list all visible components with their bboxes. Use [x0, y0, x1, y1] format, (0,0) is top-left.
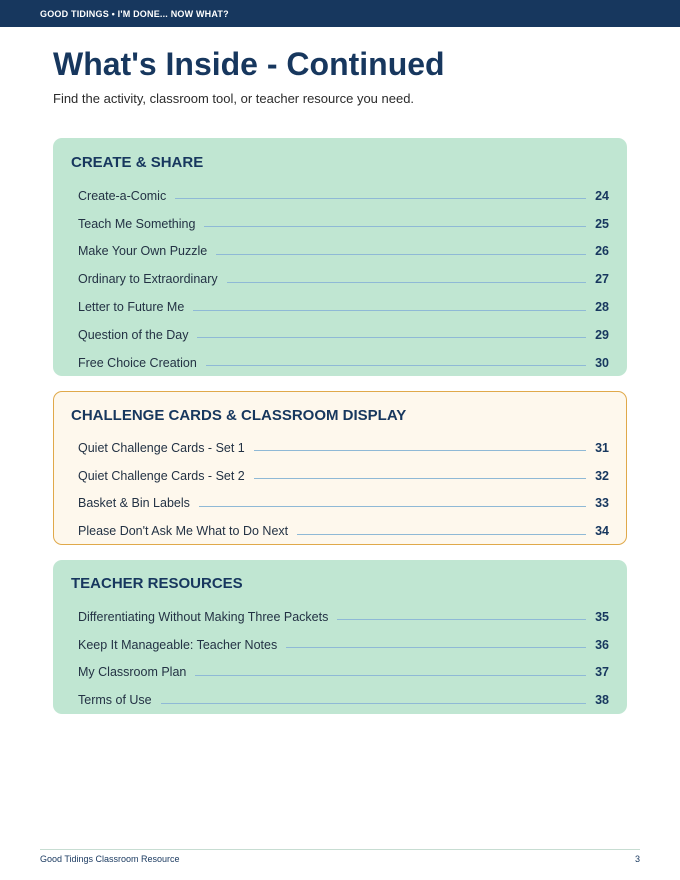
- toc-page-number: 28: [595, 300, 609, 315]
- toc-entry-label: Letter to Future Me: [78, 300, 185, 315]
- dot-leader: [286, 647, 586, 648]
- toc-page-number: 29: [595, 327, 609, 342]
- toc-entry-label: Teach Me Something: [78, 216, 196, 231]
- toc-entry-label: Question of the Day: [78, 327, 189, 342]
- section-title: TEACHER RESOURCES: [71, 575, 243, 592]
- toc-entry-label: Create-a-Comic: [78, 188, 167, 203]
- dot-leader: [193, 310, 586, 311]
- toc-page-number: 30: [595, 355, 609, 370]
- toc-entry-label: Differentiating Without Making Three Packets: [78, 609, 329, 624]
- toc-entry-label: Make Your Own Puzzle: [78, 244, 208, 259]
- dot-leader: [297, 534, 586, 535]
- toc-page-number: 33: [595, 496, 609, 511]
- toc-entry[interactable]: [78, 462, 609, 490]
- toc-entry[interactable]: [78, 603, 609, 631]
- toc-page-number: 34: [595, 524, 609, 539]
- toc-page-number: 24: [595, 188, 609, 203]
- dot-leader: [254, 450, 586, 451]
- toc-list: [78, 182, 609, 377]
- dot-leader: [161, 703, 586, 704]
- toc-page-number: 32: [595, 468, 609, 483]
- section-challenge-cards: [53, 391, 627, 545]
- toc-page-number: 38: [595, 693, 609, 708]
- toc-entry[interactable]: [78, 349, 609, 377]
- dot-leader: [227, 282, 586, 283]
- toc-entry[interactable]: [78, 686, 609, 714]
- dot-leader: [206, 365, 586, 366]
- toc-page-number: 26: [595, 244, 609, 259]
- section-title: CREATE & SHARE: [71, 154, 204, 171]
- toc-entry-label: My Classroom Plan: [78, 665, 187, 680]
- toc-entry[interactable]: [78, 490, 609, 518]
- section-teacher-resources: [53, 560, 627, 714]
- dot-leader: [254, 478, 586, 479]
- toc-entry-label: Please Don't Ask Me What to Do Next: [78, 524, 289, 539]
- toc-entry-label: Terms of Use: [78, 693, 152, 708]
- toc-entry[interactable]: [78, 182, 609, 210]
- toc-entry-label: Keep It Manageable: Teacher Notes: [78, 637, 278, 652]
- footer-divider: [40, 849, 640, 850]
- toc-entry[interactable]: [78, 293, 609, 321]
- toc-page-number: 37: [595, 665, 609, 680]
- footer-publisher: Good Tidings Classroom Resource: [40, 854, 180, 864]
- toc-entry[interactable]: [78, 631, 609, 659]
- page-subtitle: Find the activity, classroom tool, or teacher resource you need.: [53, 91, 415, 106]
- toc-entry[interactable]: [78, 238, 609, 266]
- section-create-share: [53, 138, 627, 376]
- toc-entry[interactable]: [78, 265, 609, 293]
- header-bar: [0, 0, 680, 27]
- toc-entry-label: Free Choice Creation: [78, 355, 197, 370]
- toc-list: [78, 603, 609, 714]
- toc-page-number: 31: [595, 440, 609, 455]
- toc-entry[interactable]: [78, 321, 609, 349]
- dot-leader: [337, 619, 586, 620]
- section-title: CHALLENGE CARDS & CLASSROOM DISPLAY: [71, 407, 407, 424]
- toc-entry[interactable]: [78, 517, 609, 545]
- toc-entry-label: Quiet Challenge Cards - Set 1: [78, 440, 245, 455]
- toc-page-number: 36: [595, 637, 609, 652]
- toc-entry[interactable]: [78, 210, 609, 238]
- toc-entry-label: Ordinary to Extraordinary: [78, 272, 218, 287]
- dot-leader: [199, 506, 586, 507]
- dot-leader: [197, 337, 586, 338]
- toc-entry-label: Quiet Challenge Cards - Set 2: [78, 468, 245, 483]
- footer-page-number: 3: [634, 854, 640, 864]
- toc-list: [78, 434, 609, 545]
- dot-leader: [204, 226, 586, 227]
- page-title: What's Inside - Continued: [53, 46, 445, 82]
- toc-entry-label: Basket & Bin Labels: [78, 496, 190, 511]
- dot-leader: [195, 675, 586, 676]
- toc-page-number: 25: [595, 216, 609, 231]
- toc-page-number: 27: [595, 272, 609, 287]
- dot-leader: [216, 254, 586, 255]
- toc-page-number: 35: [595, 609, 609, 624]
- dot-leader: [175, 198, 586, 199]
- toc-entry[interactable]: [78, 659, 609, 687]
- running-title: GOOD TIDINGS • I'M DONE... NOW WHAT?: [40, 9, 229, 19]
- toc-entry[interactable]: [78, 434, 609, 462]
